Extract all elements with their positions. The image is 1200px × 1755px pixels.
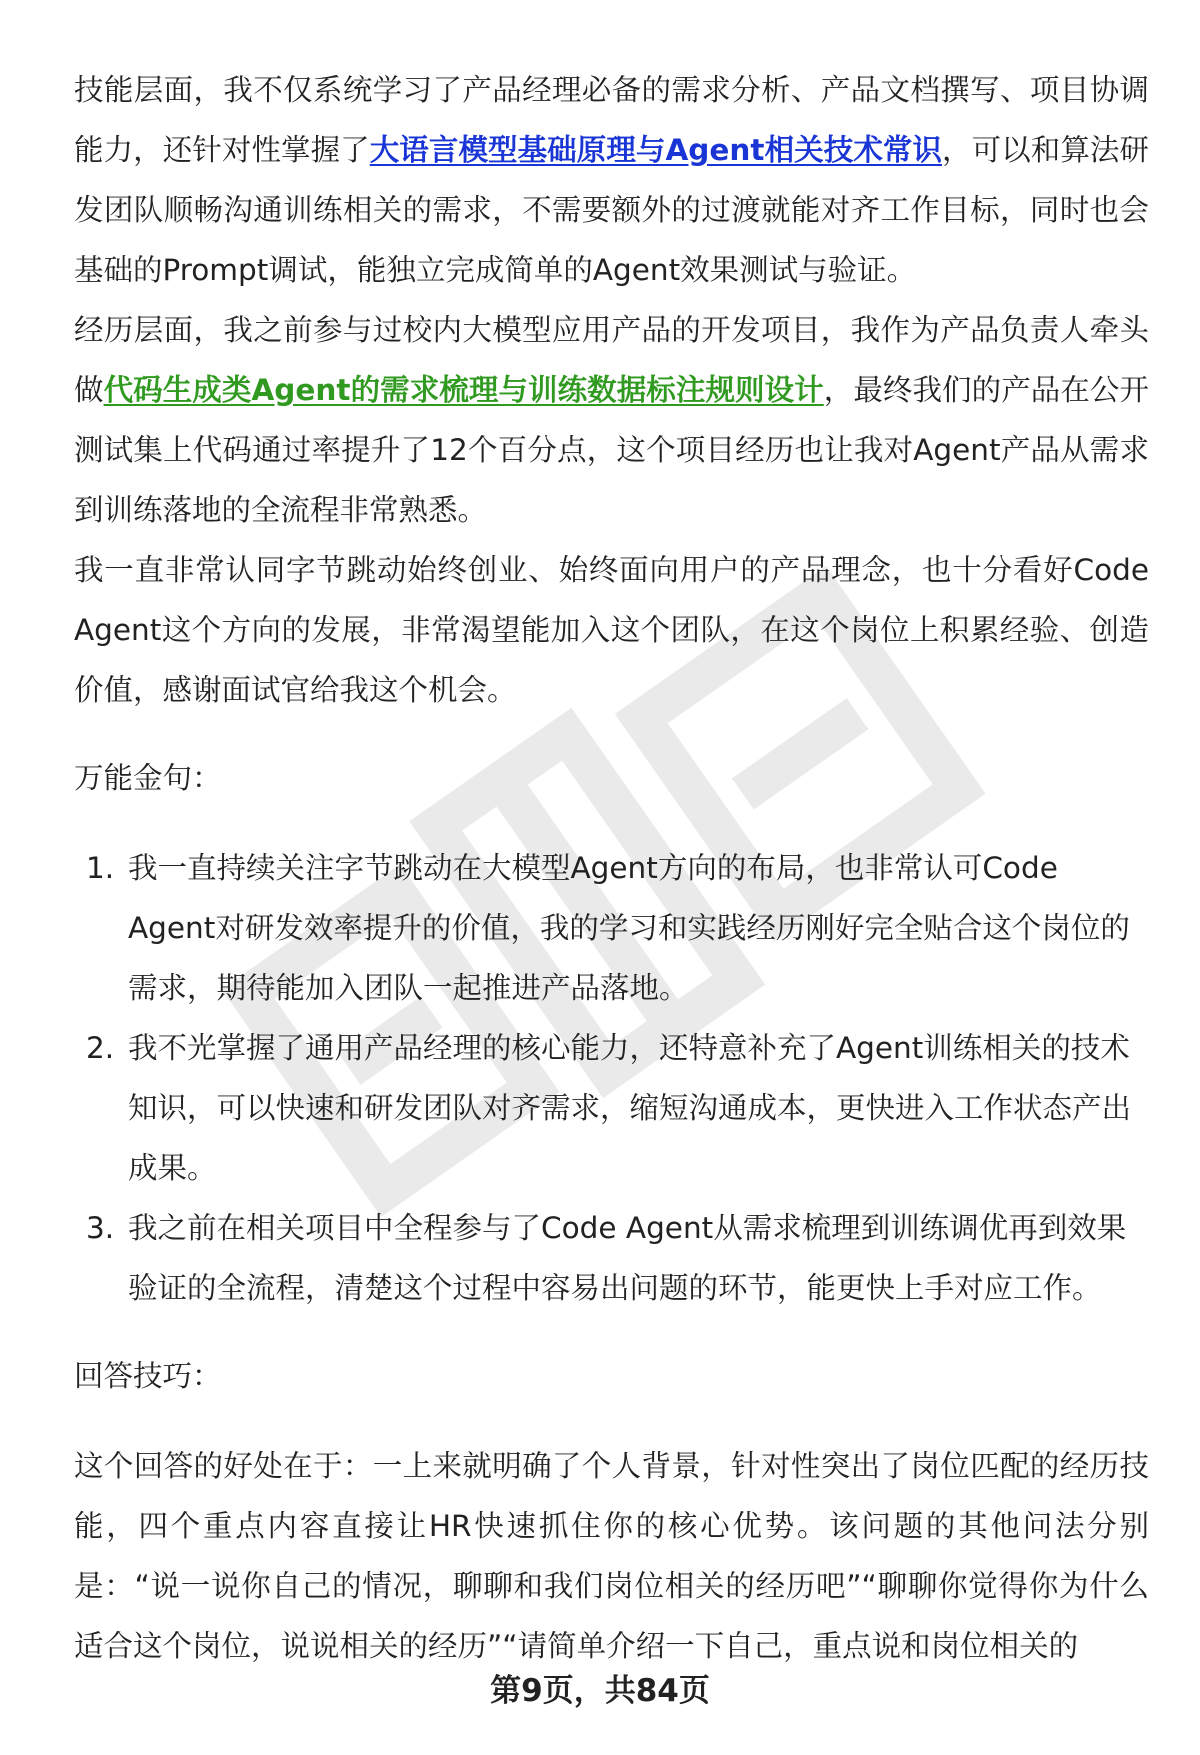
paragraph-motivation: 我一直非常认同字节跳动始终创业、始终面向用户的产品理念，也十分看好Code Agent这个方向的发展，非常渴望能加入这个团队，在这个岗位上积累经验、创造价值，感谢面试官给我这个机会。 xyxy=(74,553,1149,707)
list-item xyxy=(74,1018,1149,1198)
paragraph-skills xyxy=(74,60,1149,300)
paragraph-text: 技能层面，我不仅系统学习了产品经理必备的需求分析、产品文档撰写、项目协调能力，还针对性掌握了 xyxy=(74,73,1149,167)
heading-golden-sentences: 万能金句： xyxy=(74,761,222,795)
list-item xyxy=(74,838,1149,1018)
list-item xyxy=(74,1198,1149,1318)
paragraph-tips: 这个回答的好处在于：一上来就明确了个人背景，针对性突出了岗位匹配的经历技能，四个重点内容直接让HR快速抓住你的核心优势。该问题的其他问法分别是：“说一说你自己的情况，聊聊和我们岗位相关的经历吧”“聊聊你觉得你为什么适合这个岗位，说说相关的经历”“请简单介绍一下自己，重点说和岗位相关的 xyxy=(74,1449,1149,1663)
heading-answer-tips: 回答技巧： xyxy=(74,1359,222,1393)
list-item-text: 我一直持续关注字节跳动在大模型Agent方向的布局，也非常认可Code Agent对研发效率提升的价值，我的学习和实践经历刚好完全贴合这个岗位的需求，期待能加入团队一起推进产品落地。 xyxy=(128,851,1130,1005)
highlight-skills: 大语言模型基础原理与Agent相关技术常识 xyxy=(369,133,943,167)
paragraph-text: 经历层面，我之前参与过校内大模型应用产品的开发项目，我作为产品负责人牵头做 xyxy=(74,313,1149,407)
list-item-text: 我之前在相关项目中全程参与了Code Agent从需求梳理到训练调优再到效果验证的全流程，清楚这个过程中容易出问题的环节，能更快上手对应工作。 xyxy=(128,1211,1127,1305)
list-number: 3. xyxy=(86,1211,115,1245)
highlight-experience: 代码生成类Agent的需求梳理与训练数据标注规则设计 xyxy=(103,373,824,407)
list-number: 1. xyxy=(86,851,115,885)
paragraph-experience xyxy=(74,300,1149,540)
paragraph-text: ，最终我们的产品在公开测试集上代码通过率提升了12个百分点，这个项目经历也让我对Agent产品从需求到训练落地的全流程非常熟悉。 xyxy=(74,373,1149,527)
document-page xyxy=(74,60,1149,1676)
list-number: 2. xyxy=(86,1031,115,1065)
paragraph-text: ，可以和算法研发团队顺畅沟通训练相关的需求，不需要额外的过渡就能对齐工作目标，同时也会基础的Prompt调试，能独立完成简单的Agent效果测试与验证。 xyxy=(74,133,1149,287)
golden-sentence-list xyxy=(74,838,1149,1318)
page-number-footer: 第9页，共84页 xyxy=(490,1673,710,1709)
list-item-text: 我不光掌握了通用产品经理的核心能力，还特意补充了Agent训练相关的技术知识，可以快速和研发团队对齐需求，缩短沟通成本，更快进入工作状态产出成果。 xyxy=(128,1031,1132,1185)
